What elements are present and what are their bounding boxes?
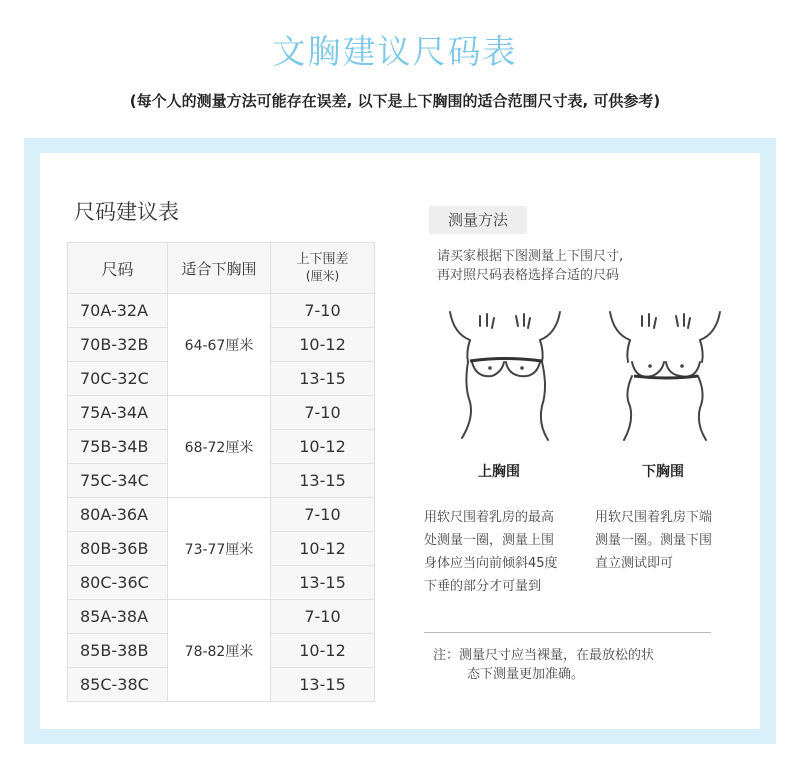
upper-desc-line: 下垂的部分才可量到 [424,579,542,594]
instruction-line2: 再对照尺码表格选择合适的尺码 [437,268,620,283]
instruction-line1: 请买家根据下图测量上下围尺寸, [437,249,624,264]
diff-cell: 10-12 [271,328,375,362]
page-subtitle: (每个人的测量方法可能存在误差, 以下是上下胸围的适合范围尺寸表, 可供参考) [129,92,661,110]
diff-cell: 10-12 [271,532,375,566]
note-line1: 注：测量尺寸应当裸量，在最放松的状 [433,648,655,663]
underbust-cell: 78-82厘米 [168,600,271,702]
size-cell: 70C-32C [68,362,168,396]
diff-cell: 7-10 [271,396,375,430]
size-cell: 85A-38A [68,600,168,634]
size-table [67,242,375,702]
underbust-cell: 73-77厘米 [168,498,271,600]
diff-cell: 13-15 [271,668,375,702]
diff-cell: 13-15 [271,464,375,498]
divider [424,632,711,633]
size-cell: 85B-38B [68,634,168,668]
table-row [68,498,375,532]
upper-desc-line: 身体应当向前倾斜45度 [424,556,558,571]
underbust-cell: 64-67厘米 [168,294,271,396]
size-cell: 85C-38C [68,668,168,702]
diff-cell: 10-12 [271,430,375,464]
lower-desc-line: 用软尺围着乳房下端 [595,510,713,525]
size-cell: 80B-36B [68,532,168,566]
header-diff [271,243,375,294]
header-diff-line2: (厘米) [305,268,340,283]
upper-bust-label: 上胸围 [478,464,520,480]
upper-bust-figure-icon [440,306,570,446]
size-cell: 75B-34B [68,430,168,464]
upper-desc-line: 处测量一圈，测量上围 [424,533,555,548]
diff-cell: 10-12 [271,634,375,668]
table-row [68,294,375,328]
lower-bust-label: 下胸围 [642,464,684,480]
upper-bust-desc [424,506,558,598]
diff-cell: 13-15 [271,362,375,396]
method-instruction [437,247,623,285]
lower-desc-line: 直立测试即可 [595,556,674,571]
table-row [68,600,375,634]
header-diff-line1: 上下围差 [296,251,349,267]
size-table-title: 尺码建议表 [74,200,179,224]
diff-cell: 7-10 [271,600,375,634]
table-header-row [68,243,375,294]
lower-desc-line: 测量一圈。测量下围 [595,533,713,548]
lower-bust-figure-icon [602,306,732,446]
page-title: 文胸建议尺码表 [272,32,518,71]
size-cell: 80C-36C [68,566,168,600]
size-cell: 70B-32B [68,328,168,362]
size-cell: 80A-36A [68,498,168,532]
table-row [68,396,375,430]
diff-cell: 7-10 [271,294,375,328]
diff-cell: 13-15 [271,566,375,600]
lower-bust-desc [595,506,712,575]
measure-note [433,646,713,684]
underbust-cell: 68-72厘米 [168,396,271,498]
method-tag: 测量方法 [429,206,527,234]
size-cell: 75C-34C [68,464,168,498]
diff-cell: 7-10 [271,498,375,532]
header-size: 尺码 [68,243,168,294]
note-line2: 态下测量更加准确。 [467,667,585,682]
upper-desc-line: 用软尺围着乳房的最高 [424,510,555,525]
size-cell: 75A-34A [68,396,168,430]
header-underbust: 适合下胸围 [168,243,271,294]
size-cell: 70A-32A [68,294,168,328]
